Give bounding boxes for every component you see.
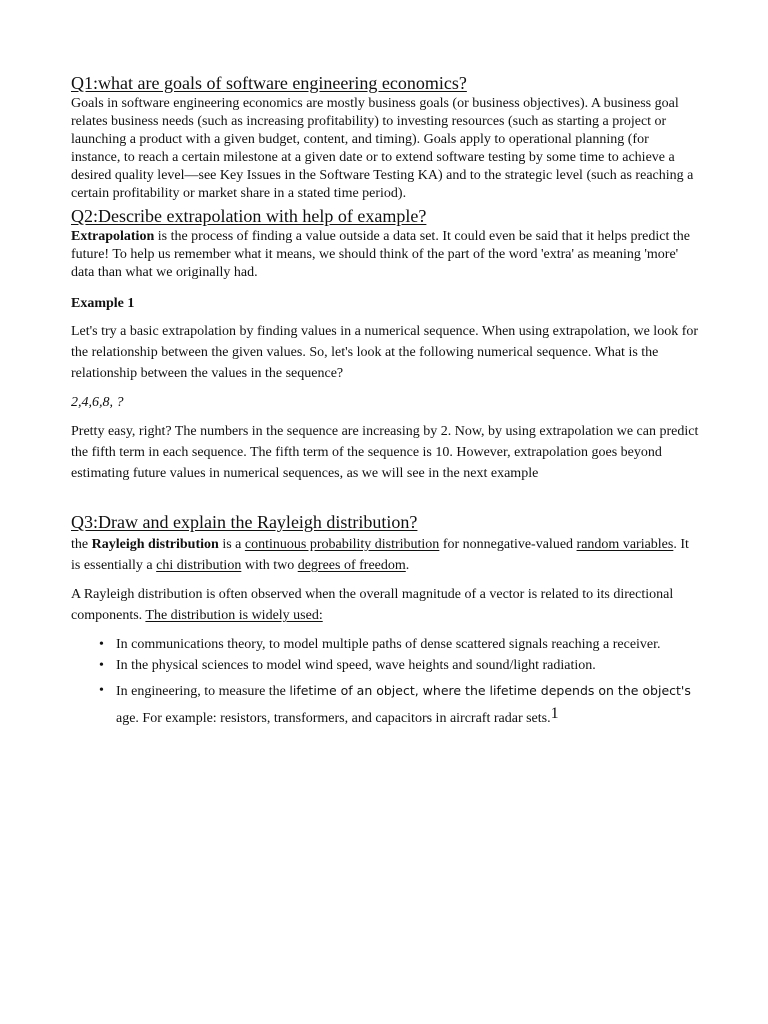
use-item-text-part3: age. For example: resistors, transformers, and capacitors in aircraft radar sets. <box>116 711 551 726</box>
bullet-icon: • <box>99 683 104 698</box>
rayleigh-period: . <box>405 558 410 573</box>
use-item-text: In the physical sciences to model wind speed, wave heights and sound/light radiation. <box>116 658 596 673</box>
degrees-of-freedom-link[interactable]: degrees of freedom <box>297 558 406 573</box>
rayleigh-intro-prefix: the <box>71 537 92 552</box>
document-page <box>71 72 701 732</box>
example-intro: Let's try a basic extrapolation by finding values in a numerical sequence. When using extrapolation, we look for the relationship between the given values. So, let's look at the following numerical sequence. What is the relationship between the values in the sequence? <box>71 324 699 381</box>
rayleigh-definition <box>71 534 701 576</box>
rayleigh-essentially-text: . It is essentially a <box>71 537 689 573</box>
extrapolation-definition-text: is the process of finding a value outside a data set. It could even be said that it helps predict the future! To help us remember what it means, we should think of the part of the word 'extra' as meaning 'more' data than what we originally had. <box>71 229 690 280</box>
q2-heading: Q2:Describe extrapolation with help of example? <box>71 206 427 226</box>
list-item <box>71 655 701 676</box>
chi-distribution-link[interactable]: chi distribution <box>156 558 242 573</box>
example-title: Example 1 <box>71 296 135 311</box>
example-answer: Pretty easy, right? The numbers in the sequence are increasing by 2. Now, by using extrapolation we can predict the fifth term in each sequence. The fifth term of the sequence is 10. However, extrapolation goes beyond estimating future values in numerical sequences, as we will see in the next example <box>71 424 699 481</box>
use-item-text-part1: In engineering, to measure the <box>116 684 290 699</box>
footnote-marker: 1 <box>550 705 559 722</box>
extrapolation-term: Extrapolation <box>71 229 155 244</box>
continuous-distribution-link[interactable]: continuous probability distribution <box>244 537 440 552</box>
list-item <box>71 677 701 732</box>
use-item-text-part2: lifetime of an object, where the lifetime depends on the object's <box>289 683 691 698</box>
rayleigh-with-two-text: with two <box>241 558 298 573</box>
list-item <box>71 634 701 655</box>
bullet-icon: • <box>99 637 104 652</box>
rayleigh-term: Rayleigh distribution <box>91 537 219 552</box>
use-item-text: In communications theory, to model multiple paths of dense scattered signals reaching a receiver. <box>116 637 661 652</box>
uses-list <box>71 634 701 732</box>
numeric-sequence: 2,4,6,8, ? <box>71 395 124 410</box>
rayleigh-is-a-text: is a <box>218 537 245 552</box>
q1-heading: Q1:what are goals of software engineering economics? <box>71 73 467 93</box>
widely-used-link[interactable]: The distribution is widely used: <box>145 608 323 623</box>
q2-definition <box>71 228 701 282</box>
random-variables-link[interactable]: random variables <box>576 537 674 552</box>
bullet-icon: • <box>99 658 104 673</box>
rayleigh-observed <box>71 584 701 626</box>
rayleigh-observed-text: A Rayleigh distribution is often observed when the overall magnitude of a vector is related to its directional components. <box>71 587 674 623</box>
q3-heading: Q3:Draw and explain the Rayleigh distribution? <box>71 512 418 532</box>
rayleigh-for-text: for nonnegative-valued <box>439 537 577 552</box>
q1-answer: Goals in software engineering economics are mostly business goals (or business objectives). A business goal relates business needs (such as increasing profitability) to investing resources (such as starting a project or launching a product with a given budget, content, and timing). Goals apply to operational planning (for instance, to reach a certain milestone at a given date or to extend software testing by some time to achieve a desired quality level—see Key Issues in the Software Testing KA) and to the strategic level (such as reaching a certain profitability or market share in a stated time period). <box>71 96 694 201</box>
